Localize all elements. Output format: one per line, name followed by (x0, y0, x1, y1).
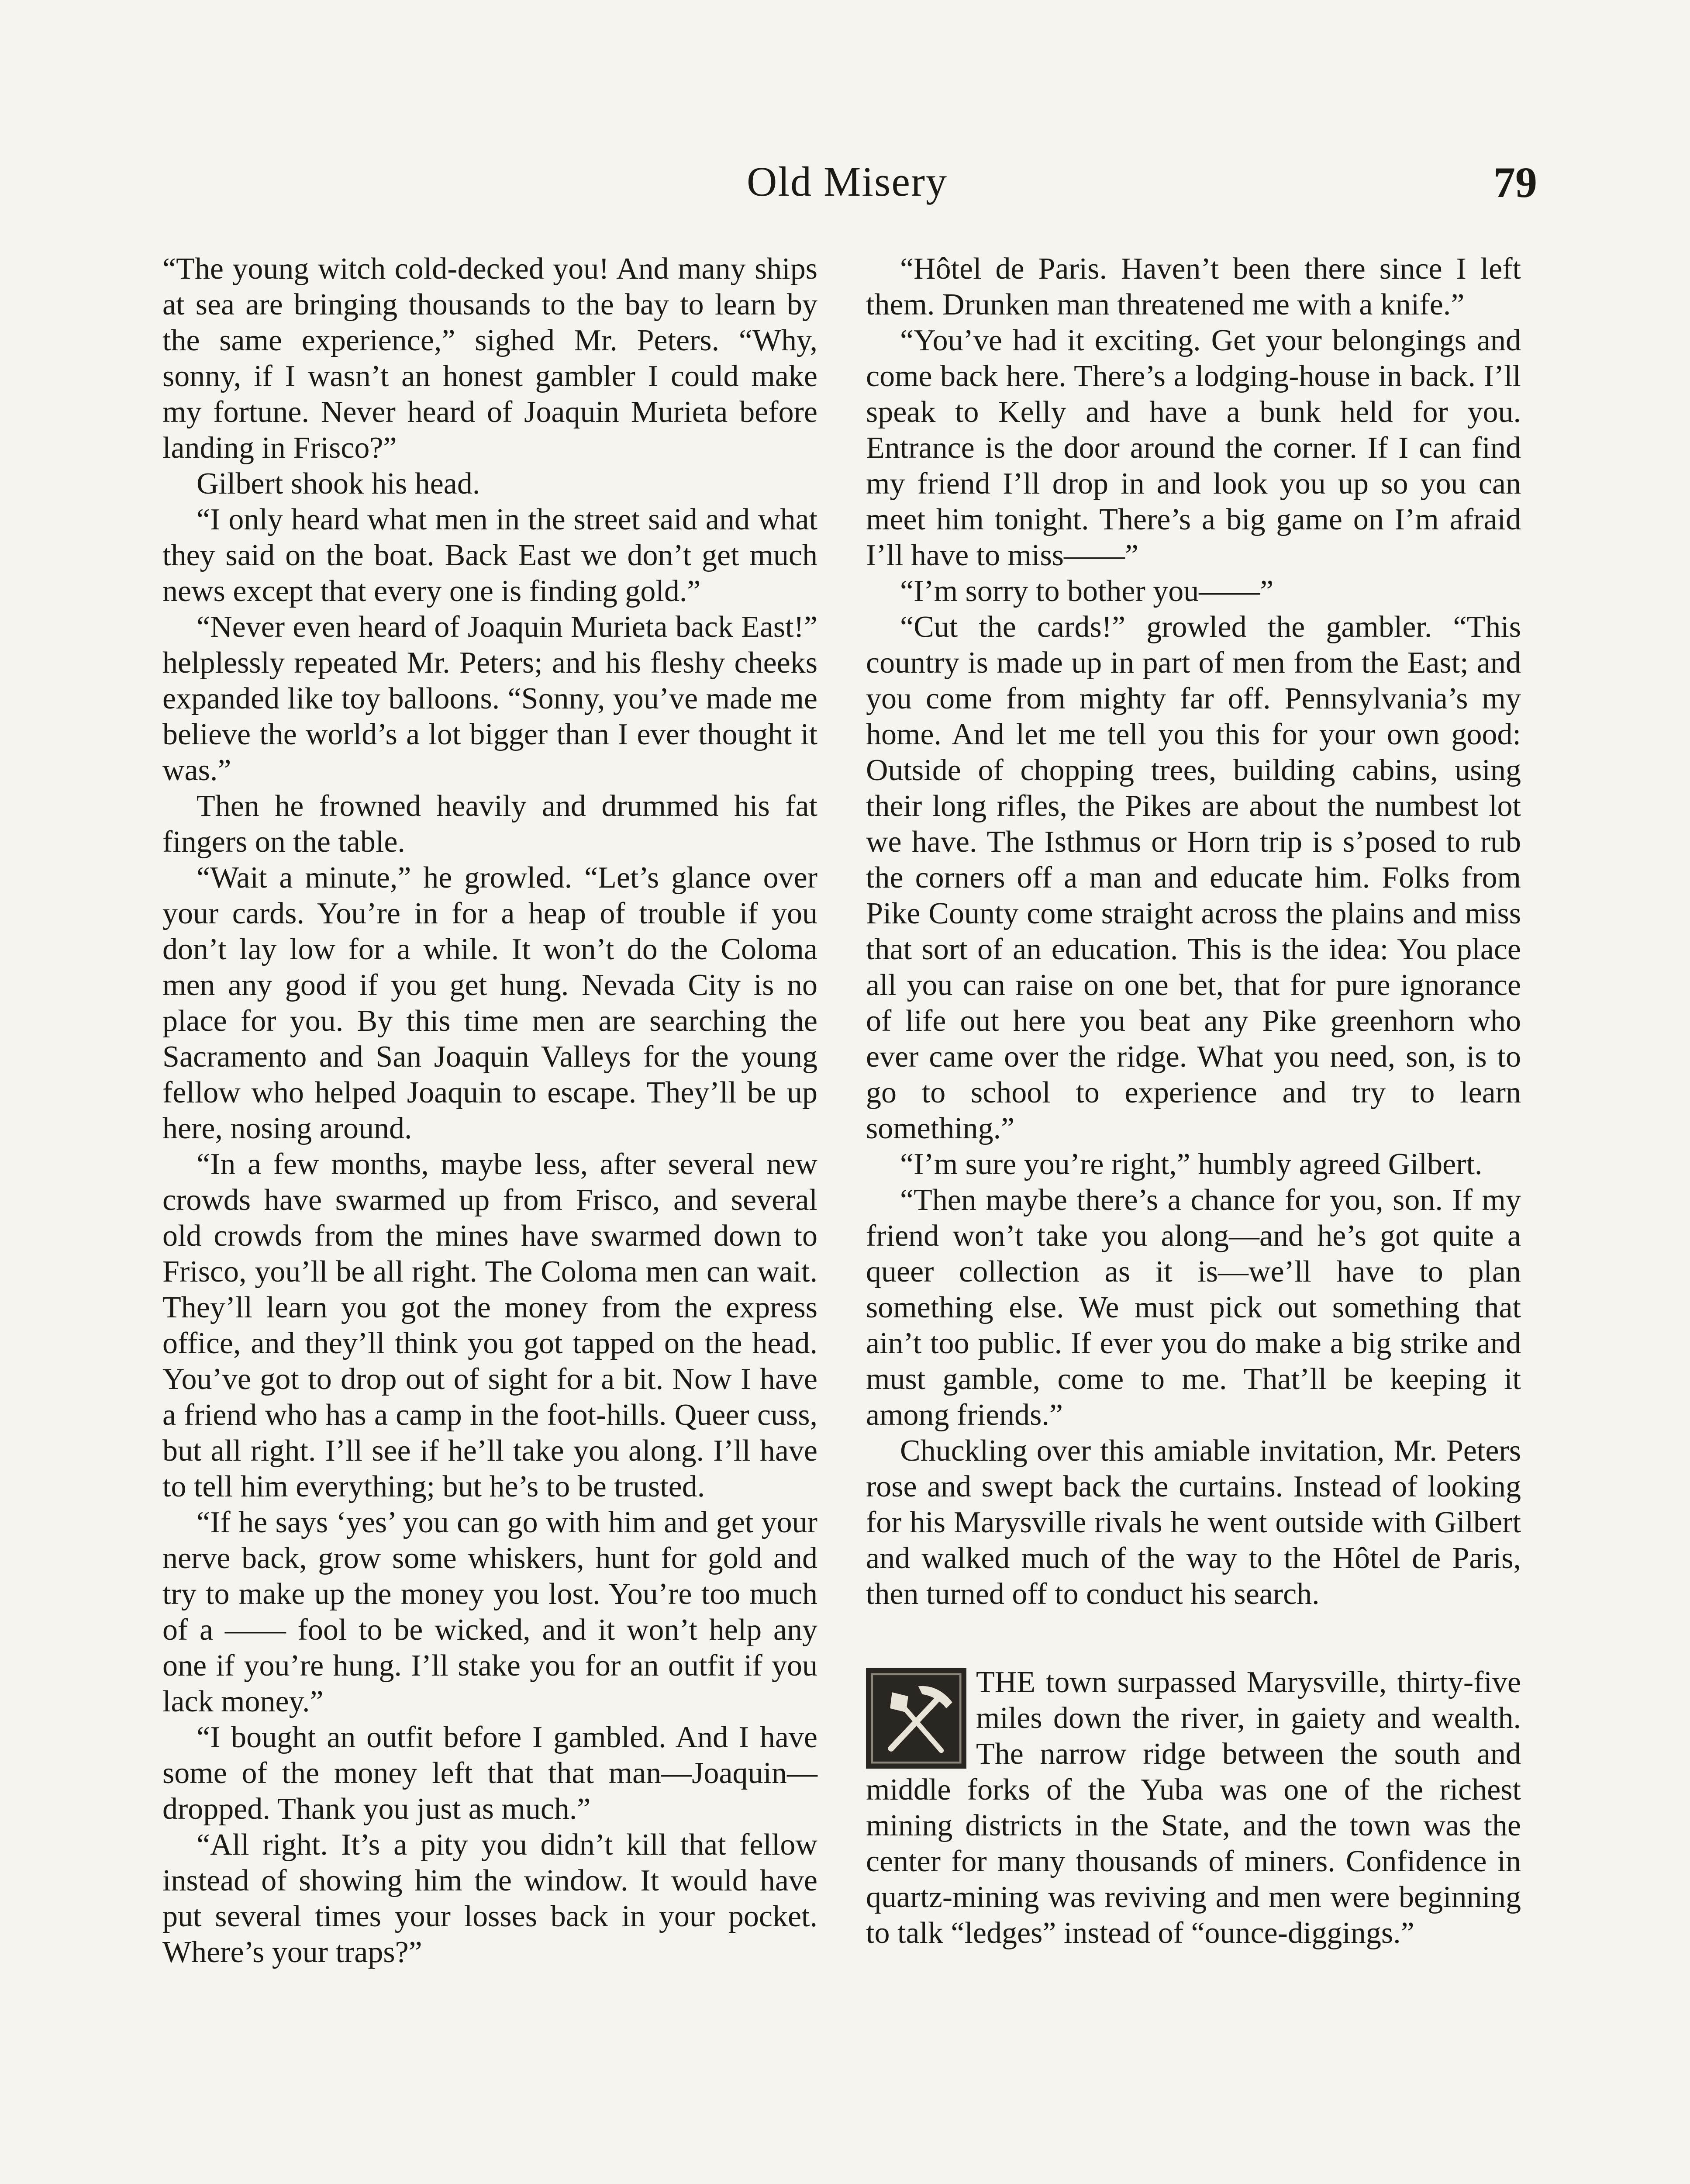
paragraph: “Never even heard of Joaquin Murieta back East!” helplessly repeated Mr. Peters; and his fleshy cheeks expanded like toy balloons. “Sonny, you’ve made me believe the world’s a lot bigger than I ever thought it was.” (162, 610, 817, 787)
page-header (0, 157, 1690, 218)
section-break (866, 1612, 1521, 1665)
paragraph: “You’ve had it exciting. Get your belongings and come back here. There’s a lodging-house in back. I’ll speak to Kelly and have a bunk held for you. Entrance is the door around the corner. If I can find my friend I’ll drop in and look you up so you can meet him tonight. There’s a big game on I’m afraid I’ll have to miss——” (866, 324, 1521, 572)
paragraph: “I’m sorry to bother you——” (900, 574, 1274, 608)
right-column (866, 251, 1521, 1951)
paragraph: “I bought an outfit before I gambled. And I have some of the money left that that man—Joaquin—dropped. Thank you just as much.” (162, 1721, 817, 1826)
paragraph: “I’m sure you’re right,” humbly agreed Gilbert. (900, 1147, 1483, 1181)
paragraph: “Cut the cards!” growled the gambler. “This country is made up in part of men from the East; and you come from mighty far off. Pennsylvania’s my home. And let me tell you this for your own good: Outside of chopping trees, building cabins, using their long rifles, the Pikes are about the numbest lot we have. The Isthmus or Horn trip is s’posed to rub the corners off a man and educate him. Folks from Pike County come straight across the plains and miss that sort of an education. This is the idea: You place all you can raise on one bet, that for pure ignorance of life out here you beat any Pike greenhorn who ever came over the ridge. What you need, son, is to go to school to experience and try to learn something.” (866, 610, 1521, 1145)
paragraph: “Then maybe there’s a chance for you, son. If my friend won’t take you along—and he’s got quite a queer collection as it is—we’ll have to plan something else. We must pick out something that ain’t too public. If ever you do make a big strike and must gamble, come to me. That’ll be keeping it among friends.” (866, 1183, 1521, 1432)
paragraph: “All right. It’s a pity you didn’t kill that fellow instead of showing him the window. It would have put several times your losses back in your pocket. Where’s your traps?” (162, 1828, 817, 1969)
paragraph: “Hôtel de Paris. Haven’t been there since I left them. Drunken man threatened me with a knife.” (866, 252, 1521, 321)
paragraph: “If he says ‘yes’ you can go with him and get your nerve back, grow some whiskers, hunt for gold and try to make up the money you lost. You’re too much of a —— fool to be wicked, and it won’t help any one if you’re hung. I’ll stake you for an outfit if you lack money.” (162, 1506, 817, 1718)
running-title: Old Misery (747, 158, 948, 205)
paragraph: “The young witch cold-decked you! And many ships at sea are bringing thousands to the bay to learn by the same experience,” sighed Mr. Peters. “Why, sonny, if I wasn’t an honest gambler I could make my fortune. Never heard of Joaquin Murieta before landing in Frisco?” (162, 252, 817, 465)
paragraph: Gilbert shook his head. (197, 467, 480, 501)
paragraph: Chuckling over this amiable invitation, Mr. Peters rose and swept back the curtains. Instead of looking for his Marysville rivals he went outside with Gilbert and walked much of the way to the Hôtel de Paris, then turned off to conduct his search. (866, 1434, 1521, 1611)
page-number: 79 (1493, 158, 1537, 207)
pick-and-shovel-icon (866, 1668, 966, 1769)
paragraph: “In a few months, maybe less, after several new crowds have swarmed up from Frisco, and several old crowds from the mines have swarmed down to Frisco, you’ll be all right. The Coloma men can wait. They’ll learn you got the money from the express office, and they’ll think you got tapped on the head. You’ve got to drop out of sight for a bit. Now I have a friend who has a camp in the foot-hills. Queer cuss, but all right. I’ll see if he’ll take you along. I’ll have to tell him everything; but he’s to be trusted. (162, 1147, 817, 1503)
section-opening (866, 1665, 1521, 1951)
paragraph: “I only heard what men in the street said and what they said on the boat. Back East we don’t get much news except that every one is finding gold.” (162, 503, 817, 608)
left-column (162, 251, 817, 1970)
paragraph: “Wait a minute,” he growled. “Let’s glance over your cards. You’re in for a heap of trouble if you don’t lay low for a while. It won’t do the Coloma men any good if you get hung. Nevada City is no place for you. By this time men are searching the Sacramento and San Joaquin Valleys for the young fellow who helped Joaquin to escape. They’ll be up here, nosing around. (162, 861, 817, 1145)
section-opening-text: THE town surpassed Marysville, thirty-five miles down the river, in gaiety and wealth. The narrow ridge between the south and middle forks of the Yuba was one of the richest mining districts in the State, and the town was the center for many thousands of miners. Confidence in quartz-mining was reviving and men were beginning to talk “ledges” instead of “ounce-diggings.” (866, 1666, 1521, 1950)
paragraph: Then he frowned heavily and drummed his fat fingers on the table. (162, 789, 817, 859)
